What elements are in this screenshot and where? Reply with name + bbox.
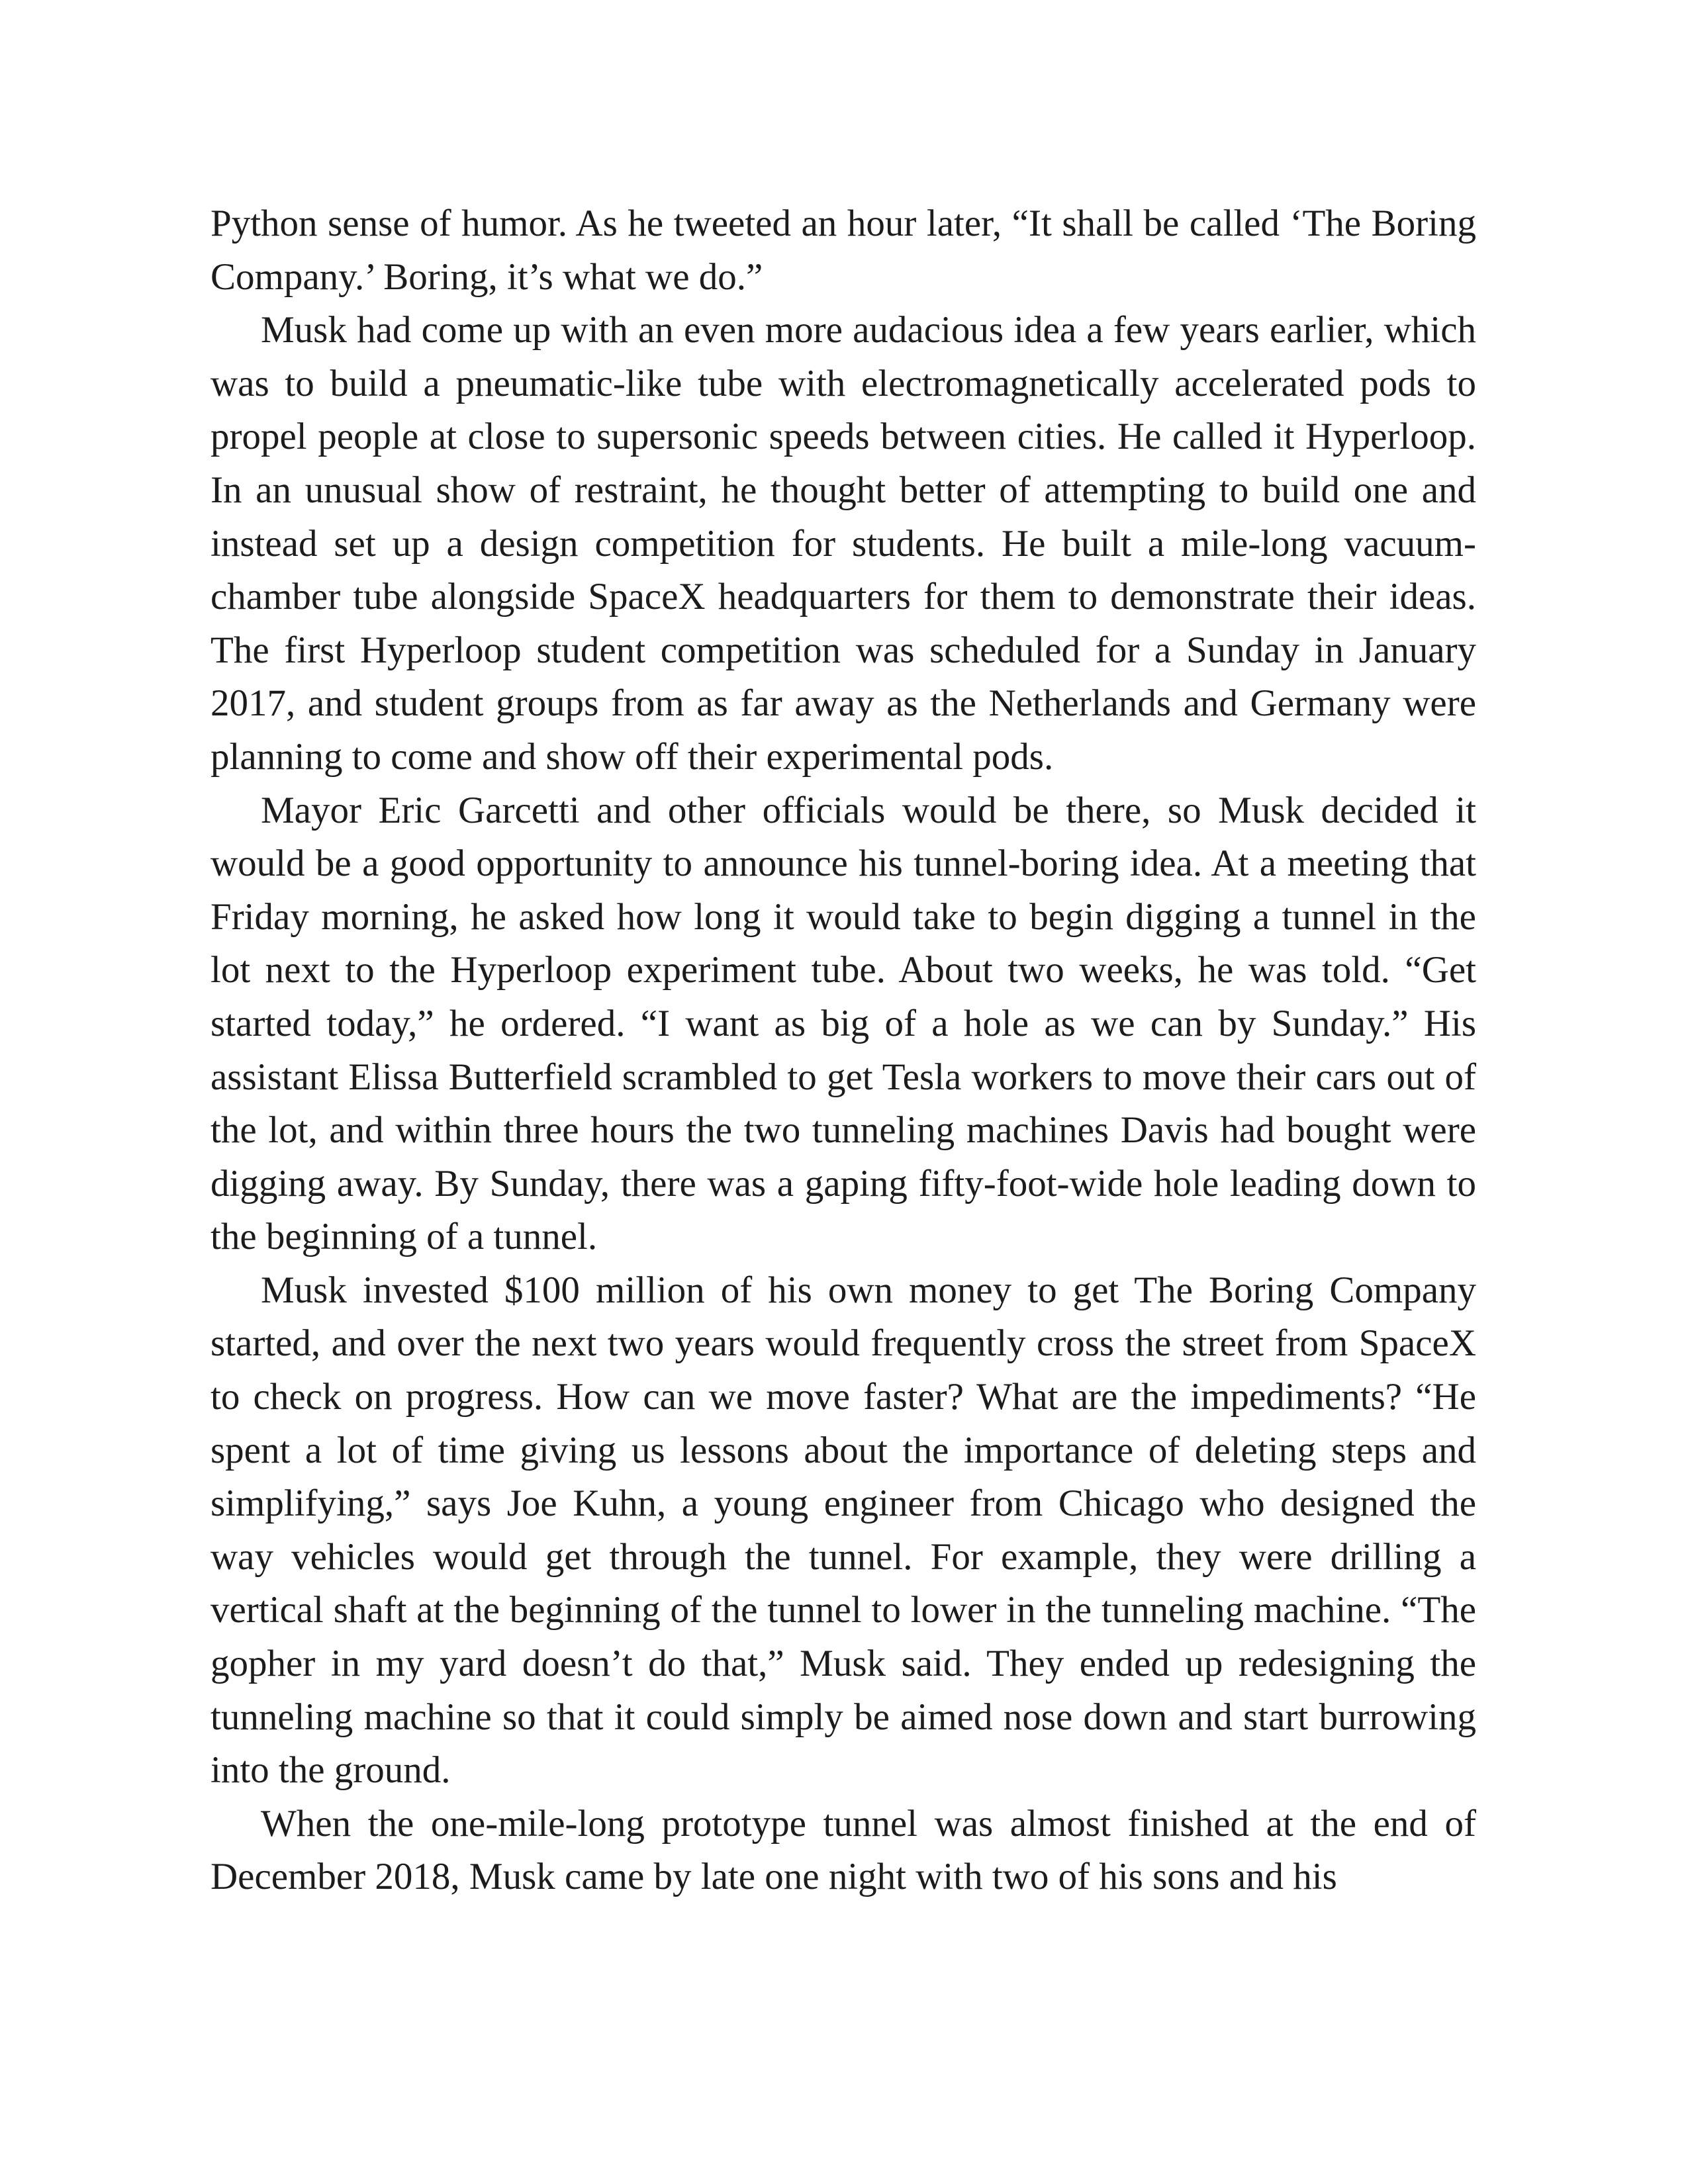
paragraph-4: Musk invested $100 million of his own money to get The Boring Company started, and over the next two years would frequently cross the street from SpaceX to check on progress. How can we move faster? What are the impediments? “He spent a lot of time giving us lessons about the importance of deleting steps and simplifying,” says Joe Kuhn, a young engineer from Chicago who designed the way vehicles would get through the tunnel. For example, they were drilling a vertical shaft at the beginning of the tunnel to lower in the tunneling machine. “The gopher in my yard doesn’t do that,” Musk said. They ended up redesigning the tunneling machine so that it could simply be aimed nose down and start burrowing into the ground. [211,1269,1476,1792]
paragraph-1: Python sense of humor. As he tweeted an hour later, “It shall be called ‘The Boring Company.’ Boring, it’s what we do.” [211,203,1476,298]
body-text [211,197,1476,1904]
paragraph-2: Musk had come up with an even more audacious idea a few years earlier, which was to build a pneumatic-like tube with electromagnetically accelerated pods to propel people at close to supersonic speeds between cities. He called it Hyperloop. In an unusual show of restraint, he thought better of attempting to build one and instead set up a design competition for students. He built a mile-long vacuum-chamber tube alongside SpaceX headquarters for them to demonstrate their ideas. The first Hyperloop student competition was scheduled for a Sunday in January 2017, and student groups from as far away as the Netherlands and Germany were planning to come and show off their experimental pods. [211,309,1476,778]
paragraph-3: Mayor Eric Garcetti and other officials would be there, so Musk decided it would be a good opportunity to announce his tunnel-boring idea. At a meeting that Friday morning, he asked how long it would take to begin digging a tunnel in the lot next to the Hyperloop experiment tube. About two weeks, he was told. “Get started today,” he ordered. “I want as big of a hole as we can by Sunday.” His assistant Elissa Butterfield scrambled to get Tesla workers to move their cars out of the lot, and within three hours the two tunneling machines Davis had bought were digging away. By Sunday, there was a gaping fifty-foot-wide hole leading down to the beginning of a tunnel. [211,789,1476,1258]
paragraph-5: When the one-mile-long prototype tunnel was almost finished at the end of December 2018, Musk came by late one night with two of his sons and his [211,1802,1476,1898]
